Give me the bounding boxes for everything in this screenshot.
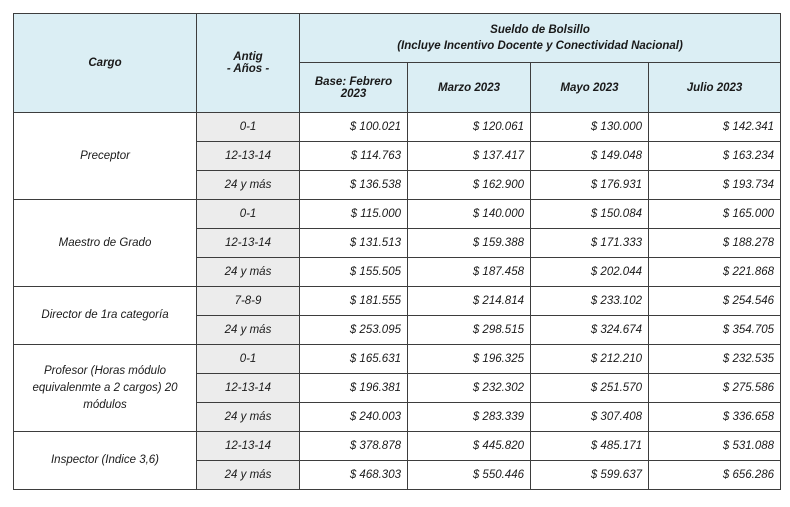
- salary-value-cell: $ 232.302: [408, 374, 531, 403]
- salary-value-cell: $ 165.000: [649, 200, 781, 229]
- group-subtitle: (Incluye Incentivo Docente y Conectividad Nacional): [397, 40, 683, 52]
- antiguedad-cell: 24 y más: [197, 316, 300, 345]
- table-body: [14, 113, 781, 490]
- salary-value-cell: $ 254.546: [649, 287, 781, 316]
- table-row: [14, 287, 781, 316]
- cargo-cell: Maestro de Grado: [14, 200, 197, 287]
- salary-value-cell: $ 114.763: [300, 142, 408, 171]
- salary-value-cell: $ 298.515: [408, 316, 531, 345]
- column-header-period: Base: Febrero 2023: [300, 63, 408, 113]
- antiguedad-cell: 24 y más: [197, 171, 300, 200]
- salary-value-cell: $ 140.000: [408, 200, 531, 229]
- salary-value-cell: $ 221.868: [649, 258, 781, 287]
- cargo-cell: Director de 1ra categoría: [14, 287, 197, 345]
- antiguedad-cell: 24 y más: [197, 403, 300, 432]
- cargo-cell: Preceptor: [14, 113, 197, 200]
- antiguedad-cell: 24 y más: [197, 258, 300, 287]
- salary-value-cell: $ 531.088: [649, 432, 781, 461]
- salary-value-cell: $ 155.505: [300, 258, 408, 287]
- antiguedad-cell: 0-1: [197, 200, 300, 229]
- cargo-cell: Profesor (Horas módulo equivalenmte a 2 cargos) 20 módulos: [14, 345, 197, 432]
- cargo-cell: Inspector (Indice 3,6): [14, 432, 197, 490]
- salary-value-cell: $ 445.820: [408, 432, 531, 461]
- salary-value-cell: $ 233.102: [531, 287, 649, 316]
- salary-value-cell: $ 599.637: [531, 461, 649, 490]
- salary-value-cell: $ 159.388: [408, 229, 531, 258]
- table-row: [14, 200, 781, 229]
- salary-value-cell: $ 165.631: [300, 345, 408, 374]
- salary-table: [13, 13, 781, 490]
- salary-value-cell: $ 324.674: [531, 316, 649, 345]
- table-header: [14, 14, 781, 113]
- salary-value-cell: $ 193.734: [649, 171, 781, 200]
- salary-value-cell: $ 163.234: [649, 142, 781, 171]
- salary-value-cell: $ 253.095: [300, 316, 408, 345]
- salary-value-cell: $ 275.586: [649, 374, 781, 403]
- column-group-header: [300, 14, 781, 63]
- salary-value-cell: $ 212.210: [531, 345, 649, 374]
- salary-value-cell: $ 283.339: [408, 403, 531, 432]
- salary-value-cell: $ 354.705: [649, 316, 781, 345]
- salary-value-cell: $ 171.333: [531, 229, 649, 258]
- column-header-antig: [197, 14, 300, 113]
- column-header-period: Marzo 2023: [408, 63, 531, 113]
- salary-value-cell: $ 181.555: [300, 287, 408, 316]
- salary-value-cell: $ 149.048: [531, 142, 649, 171]
- salary-value-cell: $ 115.000: [300, 200, 408, 229]
- salary-value-cell: $ 176.931: [531, 171, 649, 200]
- salary-value-cell: $ 485.171: [531, 432, 649, 461]
- antig-header-line1: Antig: [233, 51, 263, 63]
- table-row: [14, 345, 781, 374]
- antiguedad-cell: 12-13-14: [197, 432, 300, 461]
- group-title: Sueldo de Bolsillo: [490, 24, 590, 36]
- salary-value-cell: $ 162.900: [408, 171, 531, 200]
- antiguedad-cell: 0-1: [197, 345, 300, 374]
- salary-value-cell: $ 136.538: [300, 171, 408, 200]
- salary-value-cell: $ 187.458: [408, 258, 531, 287]
- salary-value-cell: $ 150.084: [531, 200, 649, 229]
- antiguedad-cell: 12-13-14: [197, 374, 300, 403]
- antiguedad-cell: 0-1: [197, 113, 300, 142]
- salary-value-cell: $ 142.341: [649, 113, 781, 142]
- salary-value-cell: $ 468.303: [300, 461, 408, 490]
- antiguedad-cell: 24 y más: [197, 461, 300, 490]
- salary-value-cell: $ 196.381: [300, 374, 408, 403]
- salary-value-cell: $ 656.286: [649, 461, 781, 490]
- salary-value-cell: $ 137.417: [408, 142, 531, 171]
- column-header-cargo: Cargo: [14, 14, 197, 113]
- salary-value-cell: $ 251.570: [531, 374, 649, 403]
- antig-header-line2: - Años -: [226, 63, 270, 75]
- column-header-period: Mayo 2023: [531, 63, 649, 113]
- salary-value-cell: $ 120.061: [408, 113, 531, 142]
- salary-value-cell: $ 100.021: [300, 113, 408, 142]
- column-header-period: Julio 2023: [649, 63, 781, 113]
- table-row: [14, 432, 781, 461]
- antiguedad-cell: 12-13-14: [197, 142, 300, 171]
- salary-value-cell: $ 378.878: [300, 432, 408, 461]
- salary-value-cell: $ 240.003: [300, 403, 408, 432]
- salary-value-cell: $ 336.658: [649, 403, 781, 432]
- salary-value-cell: $ 196.325: [408, 345, 531, 374]
- salary-value-cell: $ 214.814: [408, 287, 531, 316]
- salary-value-cell: $ 307.408: [531, 403, 649, 432]
- antiguedad-cell: 12-13-14: [197, 229, 300, 258]
- antiguedad-cell: 7-8-9: [197, 287, 300, 316]
- salary-value-cell: $ 188.278: [649, 229, 781, 258]
- salary-value-cell: $ 131.513: [300, 229, 408, 258]
- salary-value-cell: $ 202.044: [531, 258, 649, 287]
- salary-value-cell: $ 130.000: [531, 113, 649, 142]
- table-row: [14, 113, 781, 142]
- salary-value-cell: $ 232.535: [649, 345, 781, 374]
- salary-value-cell: $ 550.446: [408, 461, 531, 490]
